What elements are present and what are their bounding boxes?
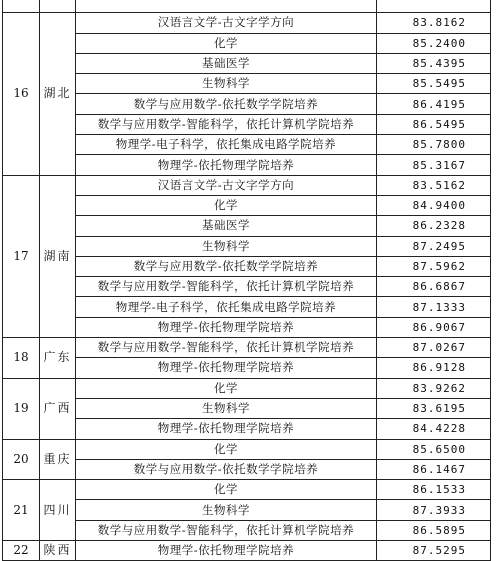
major-cell: 基础医学	[76, 53, 377, 73]
major-cell: 数学与应用数学-智能科学，依托计算机学院培养	[76, 114, 377, 134]
major-cell: 化学	[76, 195, 377, 215]
score-cell: 86.1467	[377, 459, 491, 479]
table-row	[3, 53, 491, 73]
major-cell: 化学	[76, 480, 377, 500]
row-index: 18	[3, 338, 40, 379]
major-cell: 生物科学	[76, 500, 377, 520]
table-row	[3, 13, 491, 33]
score-cell: 84.4228	[377, 419, 491, 439]
table-row	[3, 216, 491, 236]
major-cell: 物理学-电子科学，依托集成电路学院培养	[76, 135, 377, 155]
table-row	[3, 520, 491, 540]
province-cell: 四川	[40, 480, 76, 541]
score-cell: 85.4395	[377, 53, 491, 73]
table-row	[3, 480, 491, 500]
table-row	[3, 195, 491, 215]
major-cell: 数学与应用数学-依托数学学院培养	[76, 256, 377, 276]
row-index: 22	[3, 541, 40, 561]
major-cell: 物理学-依托物理学院培养	[76, 155, 377, 175]
score-cell: 86.2328	[377, 216, 491, 236]
score-cell: 85.5495	[377, 74, 491, 94]
row-index: 19	[3, 378, 40, 439]
major-cell: 生物科学	[76, 74, 377, 94]
table-row	[3, 317, 491, 337]
row-index: 21	[3, 480, 40, 541]
score-cell: 85.2400	[377, 33, 491, 53]
major-cell: 数学与应用数学-依托数学学院培养	[76, 459, 377, 479]
score-cell: 85.6500	[377, 439, 491, 459]
major-cell: 物理学-依托物理学院培养	[76, 419, 377, 439]
row-index	[3, 0, 40, 13]
score-cell: 87.5962	[377, 256, 491, 276]
major-cell: 数学与应用数学-智能科学，依托计算机学院培养	[76, 520, 377, 540]
score-cell: 87.3933	[377, 500, 491, 520]
score-cell	[377, 0, 491, 13]
major-cell: 物理学-依托物理学院培养	[76, 317, 377, 337]
table-row	[3, 175, 491, 195]
table-row	[3, 338, 491, 358]
major-cell: 基础医学	[76, 216, 377, 236]
major-cell	[76, 0, 377, 13]
table-row	[3, 74, 491, 94]
table-row	[3, 0, 491, 13]
score-cell: 86.9128	[377, 358, 491, 378]
table-row	[3, 94, 491, 114]
score-cell: 86.5495	[377, 114, 491, 134]
table-body	[3, 0, 491, 561]
major-cell: 化学	[76, 378, 377, 398]
major-cell: 数学与应用数学-智能科学，依托计算机学院培养	[76, 277, 377, 297]
table-row	[3, 277, 491, 297]
major-cell: 数学与应用数学-智能科学，依托计算机学院培养	[76, 338, 377, 358]
table-row	[3, 256, 491, 276]
table-row	[3, 419, 491, 439]
score-cell: 86.6867	[377, 277, 491, 297]
province-cell: 广东	[40, 338, 76, 379]
table-row	[3, 135, 491, 155]
table-row	[3, 500, 491, 520]
score-cell: 85.3167	[377, 155, 491, 175]
score-cell: 83.8162	[377, 13, 491, 33]
score-cell: 87.2495	[377, 236, 491, 256]
score-cell: 84.9400	[377, 195, 491, 215]
score-cell: 87.5295	[377, 541, 491, 561]
major-cell: 生物科学	[76, 398, 377, 418]
table-row	[3, 236, 491, 256]
table-row	[3, 378, 491, 398]
score-cell: 86.5895	[377, 520, 491, 540]
major-cell: 汉语言文学-古文字学方向	[76, 175, 377, 195]
row-index: 16	[3, 13, 40, 175]
score-cell: 83.5162	[377, 175, 491, 195]
major-cell: 物理学-电子科学，依托集成电路学院培养	[76, 297, 377, 317]
major-cell: 化学	[76, 439, 377, 459]
table-row	[3, 297, 491, 317]
row-index: 20	[3, 439, 40, 480]
major-cell: 化学	[76, 33, 377, 53]
table-row	[3, 33, 491, 53]
table-row	[3, 398, 491, 418]
table-row	[3, 155, 491, 175]
province-cell: 湖北	[40, 13, 76, 175]
score-cell: 87.1333	[377, 297, 491, 317]
score-cell: 83.9262	[377, 378, 491, 398]
table-row	[3, 459, 491, 479]
major-cell: 物理学-依托物理学院培养	[76, 541, 377, 561]
table-row	[3, 541, 491, 561]
major-cell: 物理学-依托物理学院培养	[76, 358, 377, 378]
admission-scores-table	[2, 0, 491, 561]
major-cell: 数学与应用数学-依托数学学院培养	[76, 94, 377, 114]
major-cell: 汉语言文学-古文字学方向	[76, 13, 377, 33]
score-cell: 85.7800	[377, 135, 491, 155]
score-cell: 83.6195	[377, 398, 491, 418]
province-cell: 湖南	[40, 175, 76, 337]
row-index: 17	[3, 175, 40, 337]
score-cell: 87.0267	[377, 338, 491, 358]
province-cell	[40, 0, 76, 13]
score-cell: 86.1533	[377, 480, 491, 500]
province-cell: 重庆	[40, 439, 76, 480]
table-row	[3, 114, 491, 134]
score-cell: 86.9067	[377, 317, 491, 337]
table-row	[3, 358, 491, 378]
table-row	[3, 439, 491, 459]
major-cell: 生物科学	[76, 236, 377, 256]
province-cell: 广西	[40, 378, 76, 439]
province-cell: 陕西	[40, 541, 76, 561]
score-cell: 86.4195	[377, 94, 491, 114]
